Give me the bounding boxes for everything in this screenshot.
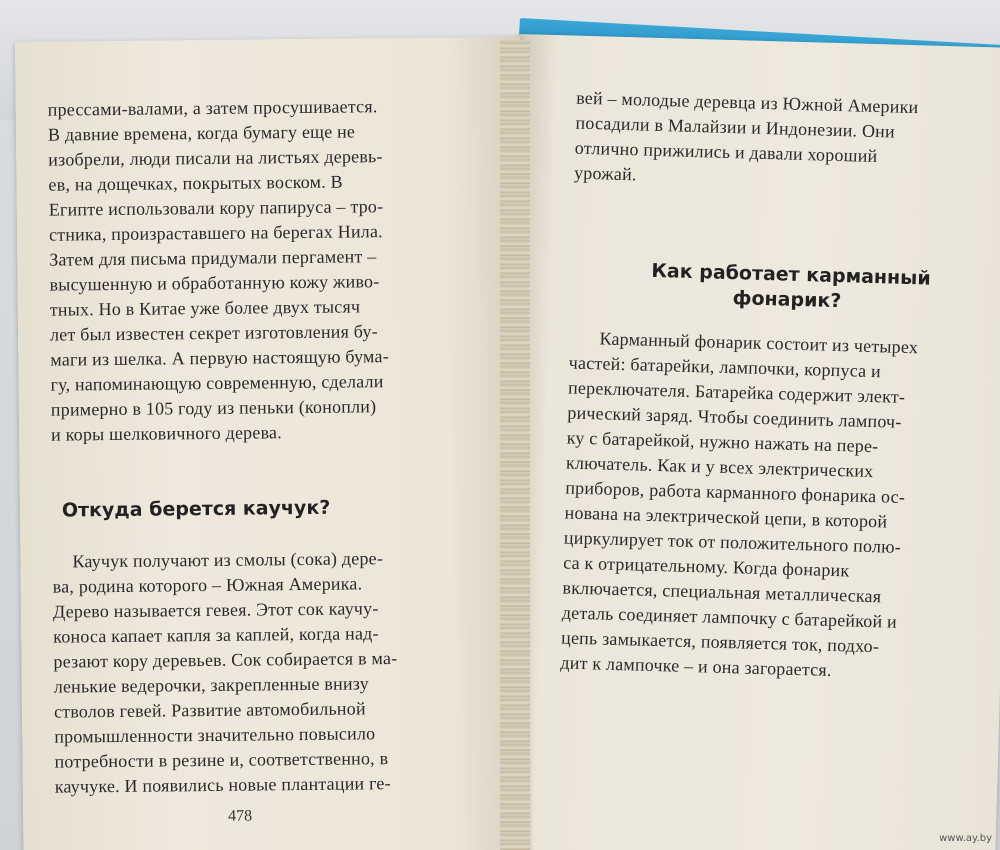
- right-text-line: частей: батарейки, лампочки, корпуса и: [568, 352, 882, 382]
- right-text-line: циркулирует ток от положительного полю-: [563, 527, 902, 557]
- right-text-line: приборов, работа карманного фонарика ос-: [565, 477, 906, 507]
- left-page: [15, 37, 529, 850]
- right-text-line: деталь соединяет лампочку с батарейкой и: [561, 602, 898, 632]
- right-text-line: ку с батарейкой, нужно нажать на пере-: [566, 427, 879, 457]
- left-text-line: тных. Но в Китае уже более двух тысяч: [49, 296, 361, 320]
- right-text-line: вей – молодые деревца из Южной Америки: [575, 87, 919, 118]
- left-text-line: стника, произраставшего на берегах Нила.: [48, 221, 383, 245]
- left-text-line: гу, напоминающую современную, сделали: [50, 371, 384, 395]
- left-text-line: резают кору деревьев. Сок собирается в ма-: [53, 648, 398, 672]
- right-text-line: отлично прижились и давали хороший: [574, 137, 878, 167]
- left-text-line: маги из шелка. А первую настоящую бума-: [50, 346, 389, 370]
- left-text-line: Каучук получают из смолы (сока) дере-: [72, 548, 384, 572]
- right-section-heading: Как работает карманный: [651, 259, 932, 290]
- right-text-line: посадили в Малайзии и Индонезии. Они: [575, 112, 896, 142]
- right-text-line: рический заряд. Чтобы соединить лампоч-: [567, 402, 902, 432]
- left-text-line: примерно в 105 году из пеньки (конопли): [50, 396, 377, 420]
- left-text-line: Египте использовали кору папируса – тро-: [48, 196, 384, 220]
- right-text-line: переключателя. Батарейка содержит элект-: [567, 377, 906, 407]
- left-text-line: стволов гевей. Развитие автомобильной: [53, 698, 366, 722]
- left-text-line: промышленности значительно повысило: [54, 723, 376, 747]
- left-text-line: потребности в резине и, соответственно, в: [54, 748, 389, 772]
- left-text-line: ва, родина которого – Южная Америка.: [52, 573, 363, 597]
- right-text-line: дит к лампочке – и она загорается.: [560, 652, 832, 680]
- left-text-line: ленькие ведерочки, закрепленные внизу: [53, 673, 369, 697]
- right-text-line: включается, специальная металлическая: [562, 577, 882, 607]
- left-text-line: прессами-валами, а затем просушивается.: [47, 96, 378, 120]
- watermark: www.ay.by: [939, 833, 992, 844]
- left-text-line: каучуке. И появились новые плантации ге-: [54, 773, 391, 797]
- left-section-heading: Откуда берется каучук?: [61, 496, 331, 522]
- right-text-line: Карманный фонарик состоит из четырех: [599, 328, 919, 358]
- left-text-line: лет был известен секрет изготовления бу-: [49, 321, 378, 345]
- right-text-line: ключатель. Как и у всех электрических: [565, 452, 874, 482]
- left-text-line: Затем для письма придумали пергамент –: [49, 246, 377, 270]
- left-text-line: высушенную и обработанную кожу живо-: [49, 271, 380, 295]
- book-spine: [500, 40, 530, 850]
- left-text-line: Дерево называется гевея. Этот сок каучу-: [52, 598, 379, 622]
- left-text-line: ев, на дощечках, покрытых воском. В: [48, 171, 343, 195]
- left-text-line: и коры шелковичного дерева.: [51, 422, 282, 445]
- right-section-heading-line2: фонарик?: [732, 287, 842, 313]
- right-page: [495, 34, 1000, 850]
- right-text-line: урожай.: [573, 162, 637, 185]
- left-text-line: коноса капает капля за каплей, когда над-: [53, 623, 379, 647]
- page-number: 478: [228, 807, 253, 825]
- left-text-line: изобрели, люди писали на листьях деревь-: [48, 146, 383, 170]
- left-text-line: В давние времена, когда бумагу еще не: [47, 121, 356, 145]
- right-text-line: нована на электрической цепи, в которой: [564, 502, 888, 532]
- right-text-line: са к отрицательному. Когда фонарик: [562, 552, 850, 581]
- right-text-line: цепь замыкается, появляется ток, подхо-: [560, 627, 880, 657]
